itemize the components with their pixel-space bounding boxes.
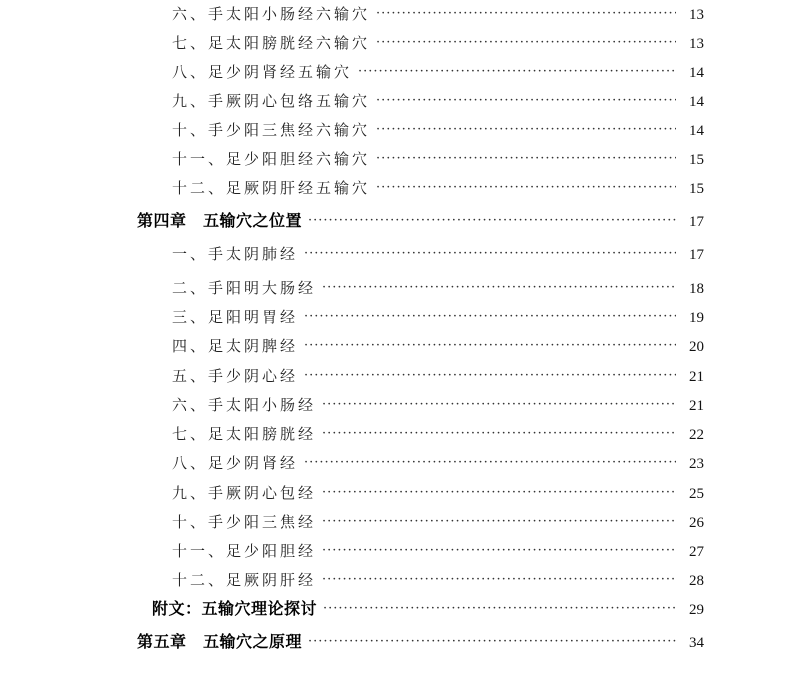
toc-entry-page: 34 [689,635,704,651]
toc-entry-page: 13 [689,36,704,52]
toc-entry-page: 13 [689,7,704,23]
toc-entry[interactable] [172,450,704,476]
toc-entry[interactable] [172,1,704,27]
toc-entry-title: 九、手厥阴心包经 [172,484,317,502]
toc-leader-dots [322,421,676,447]
toc-leader-dots [376,117,676,143]
toc-entry[interactable] [172,88,704,114]
toc-leader-dots [304,363,676,389]
toc-entry[interactable] [172,567,704,593]
toc-entry-title: 十二、足厥阴肝经五输穴 [172,179,371,197]
toc-entry[interactable] [172,175,704,201]
toc-entry-title: 六、手太阳小肠经 [172,396,317,414]
toc-entry-title: 八、足少阴肾经 [172,454,299,472]
toc-entry-title: 附文：五输穴理论探讨 [152,599,318,618]
toc-entry-page: 14 [689,123,704,139]
toc-entry[interactable] [172,480,704,506]
toc-entry[interactable] [172,392,704,418]
toc-leader-dots [376,1,676,27]
toc-entry[interactable] [172,509,704,535]
toc-entry-title: 第四章 五输穴之位置 [137,211,303,230]
toc-entry-page: 18 [689,281,704,297]
toc-entry[interactable] [172,59,704,85]
toc-leader-dots [376,175,676,201]
toc-leader-dots [304,450,676,476]
toc-entry-title: 一、手太阴肺经 [172,245,299,263]
toc-entry-title: 十一、足少阳胆经六输穴 [172,150,371,168]
toc-entry-page: 25 [689,486,704,502]
toc-leader-dots [376,30,676,56]
toc-entry-page: 19 [689,310,704,326]
toc-entry-title: 七、足太阳膀胱经六输穴 [172,34,371,52]
toc-leader-dots [322,538,676,564]
toc-entry-page: 20 [689,339,704,355]
toc-entry-title: 六、手太阳小肠经六输穴 [172,5,371,23]
toc-entry[interactable] [172,30,704,56]
toc-leader-dots [322,392,676,418]
toc-leader-dots [376,146,676,172]
toc-appendix-entry[interactable] [152,596,704,622]
toc-leader-dots [304,241,676,267]
toc-entry-page: 14 [689,94,704,110]
toc-entry[interactable] [172,241,704,267]
toc-entry[interactable] [172,304,704,330]
toc-entry[interactable] [172,538,704,564]
toc-leader-dots [322,567,676,593]
toc-entry[interactable] [172,333,704,359]
toc-entry-title: 十、手少阳三焦经六输穴 [172,121,371,139]
toc-leader-dots [358,59,676,85]
toc-entry[interactable] [172,117,704,143]
toc-entry-title: 七、足太阳膀胱经 [172,425,317,443]
toc-entry-page: 28 [689,573,704,589]
toc-entry-page: 22 [689,427,704,443]
toc-entry-page: 23 [689,456,704,472]
toc-leader-dots [322,480,676,506]
toc-entry-page: 29 [689,602,704,618]
toc-entry-title: 四、足太阴脾经 [172,337,299,355]
toc-entry-page: 26 [689,515,704,531]
toc-entry-page: 15 [689,181,704,197]
toc-leader-dots [304,304,676,330]
toc-entry-page: 17 [689,247,704,263]
toc-entry[interactable] [172,146,704,172]
toc-chapter-entry[interactable] [137,629,704,655]
toc-entry-title: 十、手少阳三焦经 [172,513,317,531]
toc-leader-dots [376,88,676,114]
toc-entry-title: 二、手阳明大肠经 [172,279,317,297]
toc-entry-page: 14 [689,65,704,81]
toc-entry-title: 八、足少阴肾经五输穴 [172,63,353,81]
toc-leader-dots [323,596,676,622]
toc-leader-dots [322,275,676,301]
toc-entry[interactable] [172,421,704,447]
toc-entry[interactable] [172,363,704,389]
toc-entry-title: 五、手少阴心经 [172,367,299,385]
toc-entry-title: 九、手厥阴心包络五输穴 [172,92,371,110]
toc-entry-page: 15 [689,152,704,168]
toc-leader-dots [304,333,676,359]
toc-entry-page: 21 [689,398,704,414]
toc-entry-page: 21 [689,369,704,385]
toc-entry-title: 十一、足少阳胆经 [172,542,317,560]
toc-chapter-entry[interactable] [137,208,704,234]
toc-leader-dots [308,629,676,655]
toc-leader-dots [308,208,676,234]
toc-entry[interactable] [172,275,704,301]
toc-entry-title: 第五章 五输穴之原理 [137,632,303,651]
toc-entry-page: 27 [689,544,704,560]
toc-entry-title: 三、足阳明胃经 [172,308,299,326]
toc-leader-dots [322,509,676,535]
toc-entry-page: 17 [689,214,704,230]
toc-entry-title: 十二、足厥阴肝经 [172,571,317,589]
